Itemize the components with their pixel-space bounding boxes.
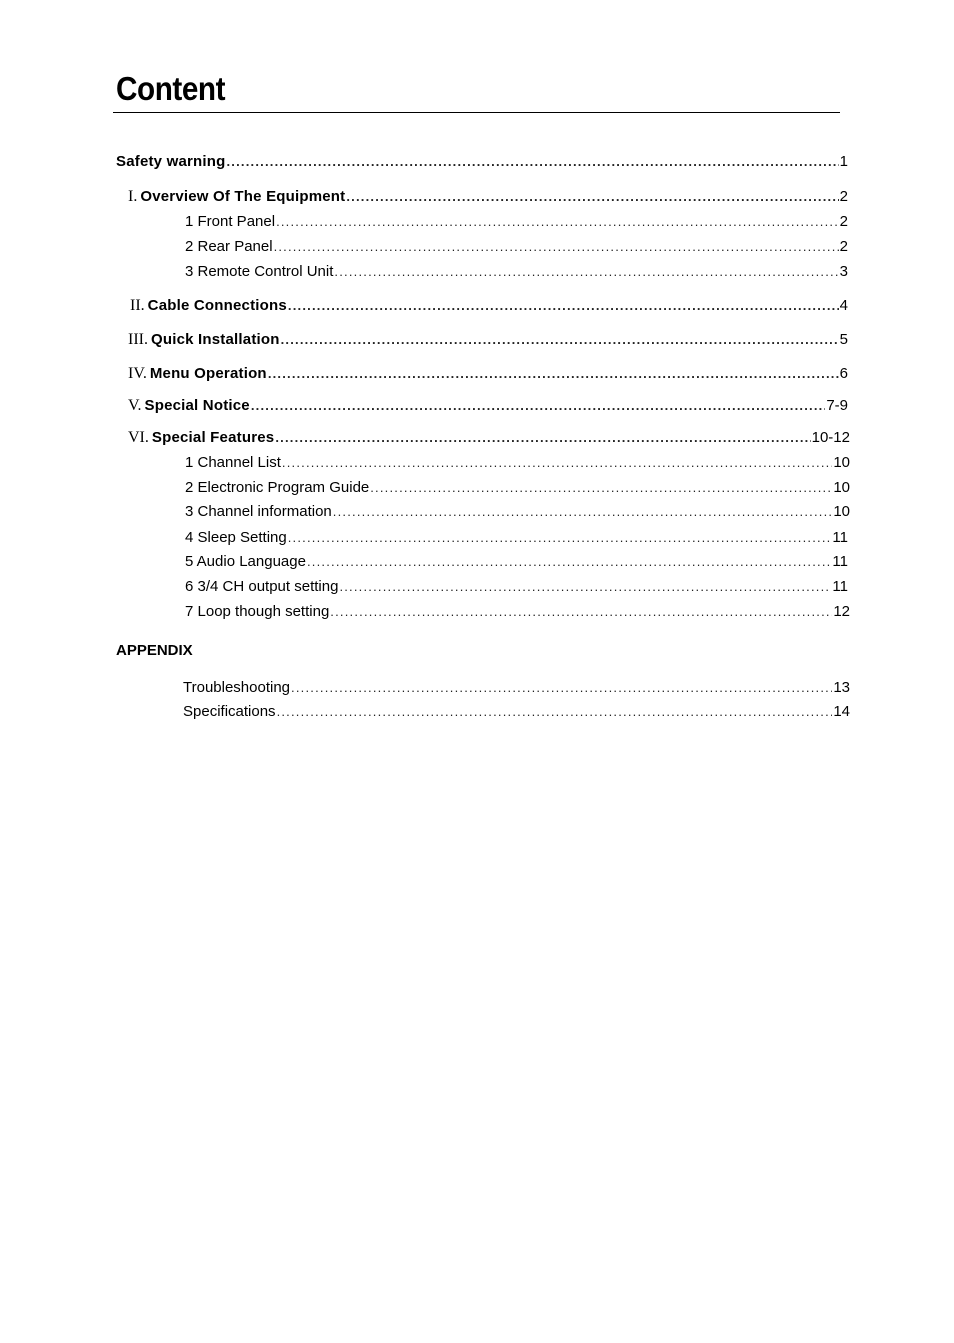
toc-leader-dots [268,364,839,384]
toc-entry-page: 1 [839,153,848,170]
toc-entry [116,152,848,172]
page-title: Content [116,70,226,107]
toc-entry-page: 5 [839,331,848,348]
toc-entry [128,364,848,384]
toc-entry-number: I. [128,188,138,205]
toc-entry [185,237,848,257]
toc-entry-label: 7 Loop though setting [185,603,330,620]
appendix-entry-label: Specifications [183,703,276,720]
toc-entry-page: 10-12 [811,429,850,446]
toc-entry [128,428,850,448]
appendix-entry [183,678,850,698]
toc-entry-page: 11 [832,578,848,595]
toc-entry [185,577,848,597]
title-divider [113,112,840,113]
toc-leader-dots [251,396,825,416]
toc-entry-page: 10 [833,454,850,471]
toc-entry [185,478,850,498]
toc-entry-number: II. [130,297,145,314]
toc-entry-page: 2 [839,238,848,255]
toc-entry-label: 4 Sleep Setting [185,529,287,546]
toc-leader-dots [275,428,810,448]
appendix-entry-page: 14 [833,703,850,720]
toc-entry-label: Quick Installation [150,331,280,348]
toc-leader-dots [346,187,838,207]
toc-entry [185,552,848,572]
toc-leader-dots [277,702,833,722]
toc-entry-label: 5 Audio Language [185,553,306,570]
toc-entry [185,528,848,548]
toc-entry-label: Overview Of The Equipment [140,188,346,205]
toc-entry [128,330,848,350]
toc-entry-label: 2 Rear Panel [185,238,273,255]
toc-entry-number: VI. [128,429,149,446]
toc-entry [128,187,848,207]
toc-entry-page: 10 [833,503,850,520]
toc-entry-label: 1 Channel List [185,454,281,471]
toc-leader-dots [307,552,831,572]
toc-entry [185,262,848,282]
toc-entry-page: 6 [839,365,848,382]
toc-entry-page: 2 [839,188,848,205]
toc-leader-dots [291,678,832,698]
toc-entry-label: 2 Electronic Program Guide [185,479,370,496]
toc-leader-dots [334,262,838,282]
toc-entry [185,502,850,522]
toc-entry-label: Cable Connections [147,297,287,314]
appendix-entry [183,702,850,722]
toc-entry-page: 11 [832,529,848,546]
toc-leader-dots [333,502,833,522]
toc-entry-label: 6 3/4 CH output setting [185,578,339,595]
toc-leader-dots [370,478,832,498]
toc-entry-label: Safety warning [116,153,226,170]
toc-entry-label: Special Features [151,429,275,446]
toc-entry-label: 3 Remote Control Unit [185,263,334,280]
toc-entry-label: Menu Operation [149,365,267,382]
toc-entry-page: 11 [832,553,848,570]
appendix-entry-page: 13 [833,679,850,696]
toc-leader-dots [276,212,839,232]
appendix-heading: APPENDIX [116,642,193,659]
toc-entry-page: 2 [839,213,848,230]
toc-entry-label: 3 Channel information [185,503,332,520]
toc-leader-dots [227,152,839,172]
toc-entry-number: V. [128,397,142,414]
appendix-entry-label: Troubleshooting [183,679,291,696]
toc-entry-label: 1 Front Panel [185,213,276,230]
toc-entry-number: III. [128,331,148,348]
toc-entry-label: Special Notice [144,397,250,414]
toc-leader-dots [288,528,832,548]
toc-entry [185,602,850,622]
toc-entry-number: IV. [128,365,147,382]
toc-entry [185,453,850,473]
toc-entry [130,296,848,316]
toc-leader-dots [281,330,839,350]
toc-entry [185,212,848,232]
toc-entry [128,396,848,416]
toc-leader-dots [288,296,839,316]
toc-entry-page: 10 [833,479,850,496]
toc-leader-dots [274,237,839,257]
toc-entry-page: 3 [839,263,848,280]
toc-entry-page: 7-9 [826,397,848,414]
toc-entry-page: 12 [833,603,850,620]
toc-leader-dots [330,602,832,622]
toc-entry-page: 4 [839,297,848,314]
toc-leader-dots [339,577,831,597]
toc-leader-dots [282,453,832,473]
